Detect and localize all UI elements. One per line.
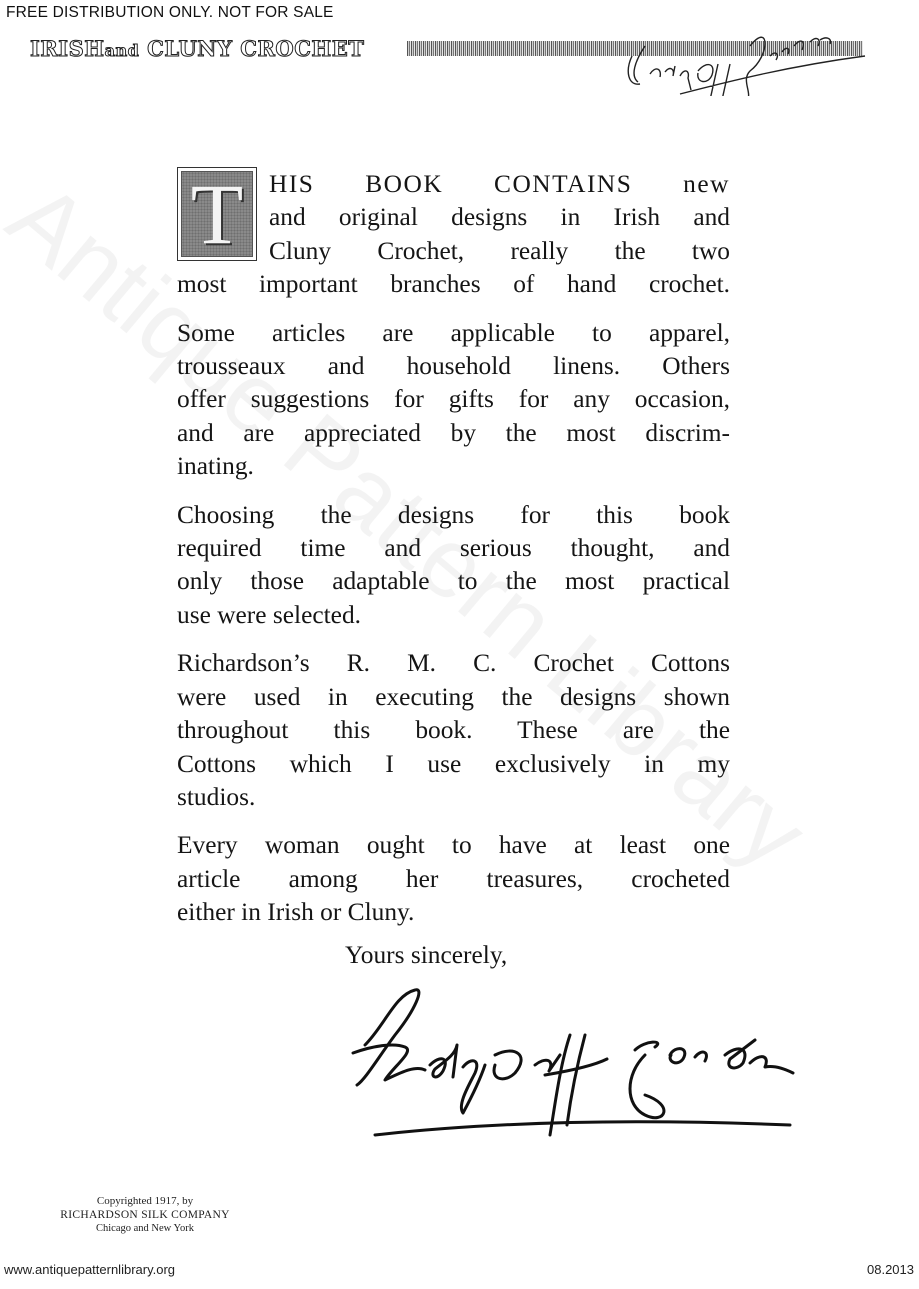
publisher-location: Chicago and New York [96,1223,194,1234]
text-line: only those adaptable to the most practical [177,567,730,596]
footer-date: 08.2013 [867,1262,914,1277]
drop-cap-letter: T [181,171,253,257]
text-line: trousseaux and household linens. Others [177,352,730,381]
signature-image [345,985,795,1140]
text-line: studios. [177,782,256,811]
text-line: Richardson’s R. M. C. Crochet Cottons [177,649,730,678]
text-line: use were selected. [177,600,361,629]
text-line: HIS BOOK CONTAINS new [269,170,730,198]
paragraph-2 [177,317,730,484]
closing-salutation: Yours sincerely, [345,941,508,969]
book-title-and: and [104,41,140,60]
header-signature-image [610,16,870,96]
footer-website-link[interactable]: www.antiquepatternlibrary.org [4,1262,176,1277]
copyright-line: Copyrighted 1917, by [96,1195,194,1207]
drop-cap [177,167,257,261]
text-line: and original designs in Irish and [269,203,730,232]
text-line: required time and serious thought, and [177,534,730,563]
text-line: Every woman ought to have at least one [177,831,730,860]
text-line: Choosing the designs for this book [177,500,730,529]
paragraph-5 [177,829,730,929]
text-line: were used in executing the designs shown [177,682,730,711]
text-line: throughout this book. These are the [177,716,730,745]
book-title-cluny-crochet: CLUNY CROCHET [147,36,365,61]
text-line: either in Irish or Cluny. [177,898,415,927]
text-line: offer suggestions for gifts for any occasion, [177,385,730,414]
text-line: most important branches of hand crochet. [177,270,730,299]
text-line: inating. [177,452,254,481]
paragraph-1 [177,168,730,302]
copyright-block [20,1195,270,1235]
distribution-notice: FREE DISTRIBUTION ONLY. NOT FOR SALE [6,4,334,21]
text-line: and are appreciated by the most discrim- [177,418,730,447]
publisher-name: RICHARDSON SILK COMPANY [60,1209,230,1221]
text-line: Cottons which I use exclusively in my [177,749,730,778]
text-line: Cluny Crochet, really the two [269,236,730,265]
paragraph-4 [177,647,730,814]
book-title-irish: IRISH [30,36,105,61]
text-line: article among her treasures, crocheted [177,864,730,893]
letter-body [177,168,730,945]
paragraph-3 [177,499,730,633]
text-line: Some articles are applicable to apparel, [177,318,730,347]
book-title [30,36,364,61]
